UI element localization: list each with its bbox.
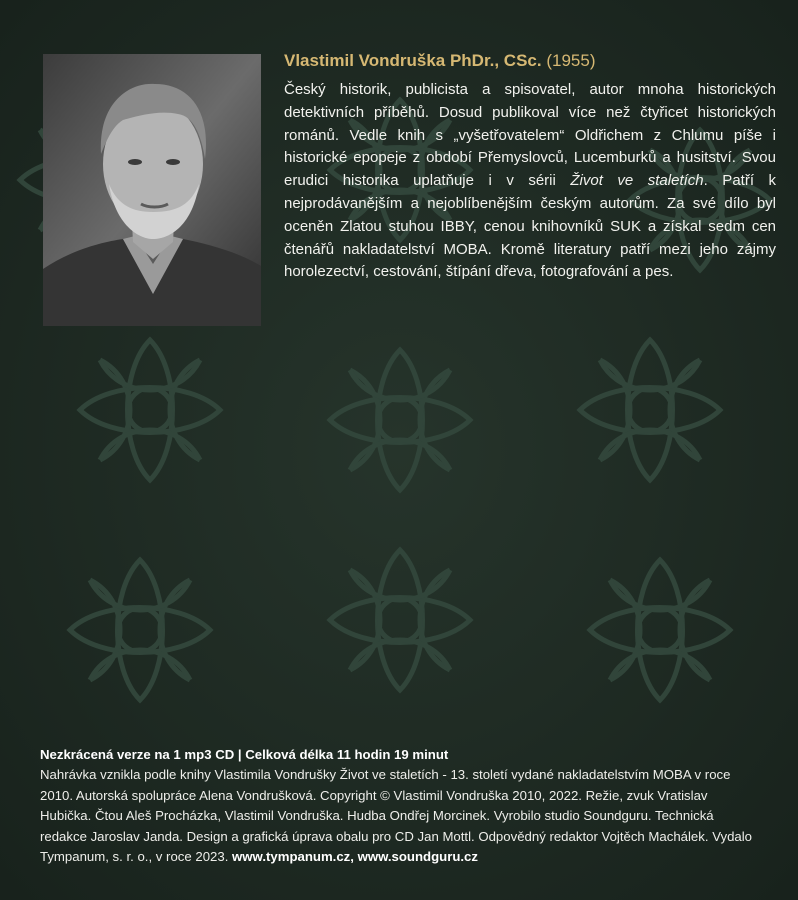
credits-body (40, 765, 760, 867)
author-photo (43, 54, 261, 326)
bio-text-part1: Český historik, publicista a spisovatel, autor mnoha historických detektivních příběhů. Dosud publikoval více než čtyřicet historických románů. Vedle knih s „vyšetřovatelem“ Oldřichem z Chlumu píše i historické epopeje z období Přemyslovců, Lucemburků a husitství. Svou erudici historika uplatňuje i v sérii (284, 81, 776, 190)
author-name: Vlastimil Vondruška PhDr., CSc. (284, 51, 542, 70)
bio-text-part2: . Patří k nejprodávanějším a nejoblíbenějším českým autorům. Za své dílo byl oceněn Zlatou stuhou IBBY, cenou knihovníků SUK a získal sedm cen čtenářů nakladatelství MOBA. Kromě literatury patří mezi jeho zájmy horolezectví, cestování, štípání dřeva, fotografování a pes. (284, 172, 777, 281)
credits-text: Nahrávka vznikla podle knihy Vlastimila Vondrušky Život ve staletích - 13. století vydané nakladatelstvím MOBA v roce 2010. Autorská spolupráce Alena Vondrušková. Copyright © Vlastimil Vondruška 2010, 2022. Režie, zvuk Vratislav Hubička. Čtou Aleš Procházka, Vlastimil Vondruška. Hudba Ondřej Morcinek. Vyrobilo studio Soundguru. Technická redakce Jaroslav Janda. Design a grafická úprava obalu pro CD Jan Mottl. Odpovědný redaktor Vojtěch Machálek. Vydalo Tympanum, s. r. o., v roce 2023. (40, 767, 753, 865)
edition-info: Nezkrácená verze na 1 mp3 CD | Celková délka 11 hodin 19 minut (40, 747, 449, 762)
bio-series-title: Život ve staletích (570, 172, 704, 190)
author-biography (284, 79, 776, 284)
author-heading (284, 50, 784, 72)
production-credits (40, 745, 760, 867)
publisher-urls: www.tympanum.cz, www.soundguru.cz (232, 849, 478, 865)
author-birth-year: (1955) (546, 51, 596, 70)
